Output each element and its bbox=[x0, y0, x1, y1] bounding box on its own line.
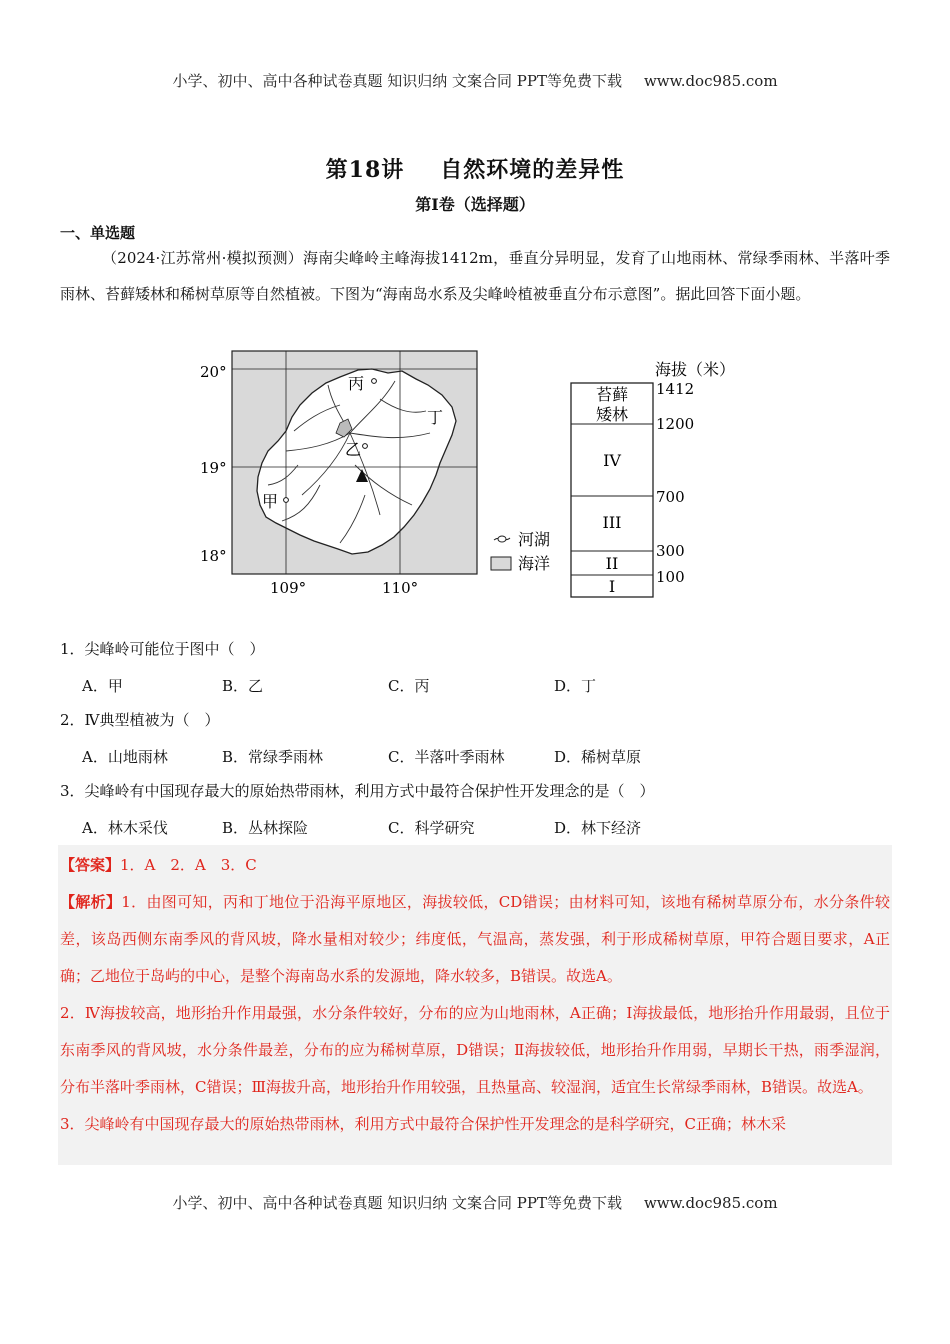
question-2-stem: 2．Ⅳ典型植被为（ ） bbox=[60, 711, 220, 729]
elev-700: 700 bbox=[656, 488, 685, 506]
page-title bbox=[0, 153, 950, 184]
legend-ocean: 海洋 bbox=[518, 554, 551, 573]
lat-label-18: 18° bbox=[200, 547, 227, 565]
volume-subtitle: 第I卷（选择题） bbox=[415, 195, 535, 214]
analysis-paragraph-2: 2．Ⅳ海拔较高，地形抬升作用最强，水分条件较好，分布的应为山地雨林，A正确；Ⅰ海拔最低，地形抬升作用最弱，且位于东南季风的背风坡，水分条件最差，分布的应为稀树草原，D错误；Ⅱ海拔较低，地形抬升作用弱，早期长干热，雨季湿润，分布半落叶季雨林，C错误；Ⅲ海拔升高，地形抬升作用较强，且热量高、较湿润，适宜生长常绿季雨林，B错误。故选A。 bbox=[60, 1004, 890, 1096]
place-ding: 丁 bbox=[427, 408, 444, 427]
answer-text: 1．A 2．A 3．C bbox=[120, 856, 257, 874]
legend-river-lake: 河湖 bbox=[518, 530, 551, 549]
question-3-option-d[interactable]: D．林下经济 bbox=[554, 819, 642, 837]
lon-label-110: 110° bbox=[382, 579, 419, 597]
analysis-paragraph-3: 3．尖峰岭有中国现存最大的原始热带雨林，利用方式中最符合保护性开发理念的是科学研究，C正确；林木采 bbox=[60, 1115, 787, 1133]
lecture-topic: 自然环境的差异性 bbox=[440, 157, 625, 183]
zone-moss-line2: 矮林 bbox=[595, 405, 629, 424]
question-3-option-b[interactable]: B．丛林探险 bbox=[222, 819, 309, 837]
lecture-number: 第18讲 bbox=[325, 157, 405, 183]
question-1-option-d[interactable]: D．丁 bbox=[554, 677, 597, 695]
header-banner bbox=[0, 70, 950, 91]
place-bing: 丙 bbox=[348, 374, 365, 393]
elev-100: 100 bbox=[656, 568, 685, 586]
question-1-stem: 1．尖峰岭可能位于图中（ ） bbox=[60, 640, 265, 658]
question-2-option-a[interactable]: A．山地雨林 bbox=[82, 748, 168, 766]
banner-text: 小学、初中、高中各种试卷真题 知识归纳 文案合同 PPT等免费下载 bbox=[172, 72, 622, 90]
lat-label-19: 19° bbox=[200, 459, 227, 477]
elev-300: 300 bbox=[656, 542, 685, 560]
hainan-map bbox=[200, 351, 477, 597]
hainan-figure bbox=[190, 345, 770, 605]
question-1-option-b[interactable]: B．乙 bbox=[222, 677, 264, 695]
answer-line bbox=[60, 847, 890, 884]
answer-label: 【答案】 bbox=[60, 856, 121, 874]
question-1-option-a[interactable]: A．甲 bbox=[82, 677, 123, 695]
zone-moss-line1: 苔藓 bbox=[595, 385, 629, 404]
zone-ii: II bbox=[605, 554, 619, 573]
zone-iii: III bbox=[602, 513, 622, 532]
elevation-axis-title: 海拔（米） bbox=[655, 360, 736, 379]
question-3-option-c[interactable]: C．科学研究 bbox=[388, 819, 475, 837]
lat-label-20: 20° bbox=[200, 363, 227, 381]
lon-label-109: 109° bbox=[270, 579, 307, 597]
banner-url[interactable]: www.doc985.com bbox=[643, 72, 778, 90]
question-2-option-d[interactable]: D．稀树草原 bbox=[554, 748, 642, 766]
analysis-paragraph-1: 【解析】1．由图可知，丙和丁地位于沿海平原地区，海拔较低，CD错误；由材料可知，该地有稀树草原分布，水分条件较差，该岛西侧东南季风的背风坡，降水量相对较少；纬度低，气温高，蒸发强，利于形成稀树草原，甲符合题目要求，A正确；乙地位于岛屿的中心，是整个海南岛水系的发源地，降水较多，B错误。故选A。 bbox=[60, 893, 890, 985]
map-legend bbox=[491, 530, 550, 573]
section-heading: 一、单选题 bbox=[60, 224, 136, 242]
elev-1412: 1412 bbox=[656, 380, 695, 398]
question-1-option-c[interactable]: C．丙 bbox=[388, 677, 430, 695]
zone-i: I bbox=[608, 577, 616, 596]
analysis-label: 【解析】 bbox=[60, 893, 122, 911]
elev-1200: 1200 bbox=[656, 415, 695, 433]
footer-banner-url[interactable]: www.doc985.com bbox=[643, 1194, 778, 1212]
question-3-option-a[interactable]: A．林木采伐 bbox=[82, 819, 168, 837]
question-2-option-b[interactable]: B．常绿季雨林 bbox=[222, 748, 324, 766]
place-yi: 乙 bbox=[345, 440, 362, 459]
footer-banner-text: 小学、初中、高中各种试卷真题 知识归纳 文案合同 PPT等免费下载 bbox=[172, 1194, 622, 1212]
answer-analysis-box bbox=[58, 845, 892, 1165]
place-jia: 甲 bbox=[262, 492, 279, 511]
ocean-swatch-icon bbox=[491, 557, 511, 570]
intro-paragraph: （2024·江苏常州·模拟预测）海南尖峰岭主峰海拔1412m，垂直分异明显，发育了山地雨林、常绿季雨林、半落叶季雨林、苔藓矮林和稀树草原等自然植被。下图为“海南岛水系及尖峰岭植被垂直分布示意图”。据此回答下面小题。 bbox=[60, 249, 890, 303]
vertical-zonation-diagram bbox=[571, 360, 735, 597]
zone-iv: IV bbox=[603, 451, 621, 470]
footer-banner bbox=[0, 1192, 950, 1213]
question-3-stem: 3．尖峰岭有中国现存最大的原始热带雨林，利用方式中最符合保护性开发理念的是（ ） bbox=[60, 782, 655, 800]
question-2-option-c[interactable]: C．半落叶季雨林 bbox=[388, 748, 505, 766]
